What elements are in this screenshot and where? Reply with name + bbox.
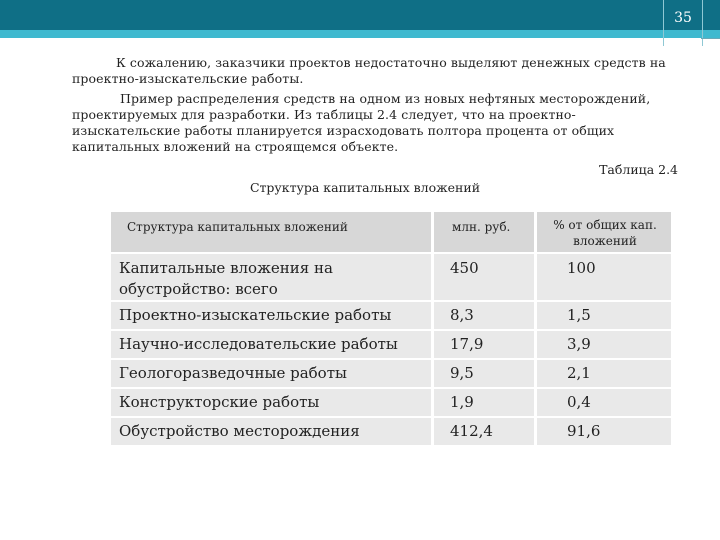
row-rub-cell [434, 302, 534, 329]
table-number-label: Таблица 2.4 [599, 162, 678, 177]
header-cell-structure [111, 212, 431, 252]
row-rub-value: 450 [450, 259, 479, 277]
row-pct-value: 1,5 [567, 306, 591, 324]
row-pct-value: 0,4 [567, 393, 591, 411]
intro-paragraph: К сожалению, заказчики проектов недостаточно выделяют денежных средств на проектно-изыскательские работы. [72, 55, 666, 86]
row-rub-value: 8,3 [450, 306, 474, 324]
divider-line-right [701, 38, 720, 39]
row-rub-value: 9,5 [450, 364, 474, 382]
row-name: Капитальные вложения на обустройство: всего [119, 259, 333, 298]
row-name-cell [111, 254, 431, 300]
row-pct-value: 2,1 [567, 364, 591, 382]
row-pct-cell [537, 389, 671, 416]
slide-header-bar [0, 0, 720, 30]
table-header-row [111, 212, 671, 252]
row-name: Научно-исследовательские работы [119, 335, 398, 353]
row-rub-value: 412,4 [450, 422, 493, 440]
header-rub: млн. руб. [452, 220, 511, 234]
header-cell-rub [434, 212, 534, 252]
row-rub-cell [434, 360, 534, 387]
row-pct-cell [537, 418, 671, 445]
example-paragraph: Пример распределения средств на одном из новых нефтяных месторождений, проектируемых для разработки. Из таблицы 2.4 следует, что на проектно-изыскательские работы планируется израсходовать полтора процента от общих капитальных вложений на строящемся объекте. [72, 91, 651, 154]
table-row [111, 331, 671, 358]
page-number: 35 [674, 10, 692, 26]
header-structure: Структура капитальных вложений [127, 220, 348, 234]
table-row [111, 302, 671, 329]
row-name: Конструкторские работы [119, 393, 320, 411]
table-row [111, 360, 671, 387]
row-name: Геологоразведочные работы [119, 364, 347, 382]
row-pct-value: 91,6 [567, 422, 601, 440]
row-rub-value: 1,9 [450, 393, 474, 411]
capital-investment-table [111, 212, 671, 447]
row-rub-value: 17,9 [450, 335, 484, 353]
row-name-cell [111, 331, 431, 358]
row-rub-cell [434, 418, 534, 445]
row-pct-value: 3,9 [567, 335, 591, 353]
row-name-cell [111, 302, 431, 329]
row-name-cell [111, 389, 431, 416]
row-pct-cell [537, 360, 671, 387]
row-rub-cell [434, 389, 534, 416]
row-name: Обустройство месторождения [119, 422, 360, 440]
row-rub-cell [434, 331, 534, 358]
row-name-cell [111, 418, 431, 445]
row-pct-cell [537, 302, 671, 329]
table-row [111, 418, 671, 445]
row-pct-cell [537, 254, 671, 300]
table-row [111, 389, 671, 416]
header-pct: % от общих кап. вложений [553, 218, 657, 248]
row-pct-cell [537, 331, 671, 358]
row-name-cell [111, 360, 431, 387]
table-row [111, 254, 671, 300]
slide-header-stripe [0, 30, 720, 38]
row-rub-cell [434, 254, 534, 300]
table-title: Структура капитальных вложений [249, 180, 481, 195]
row-name: Проектно-изыскательские работы [119, 306, 392, 324]
row-pct-value: 100 [567, 259, 596, 277]
header-cell-pct [537, 212, 671, 252]
